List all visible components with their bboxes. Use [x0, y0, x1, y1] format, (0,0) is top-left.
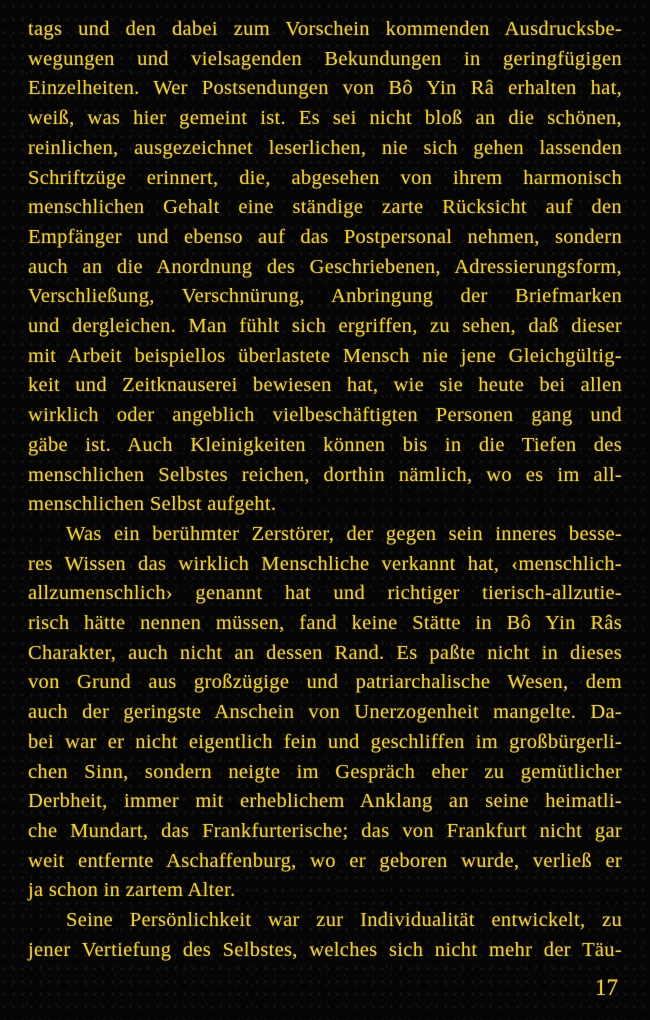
text-line: risch hätte nennen müssen, fand keine Stätte in Bô Yin Râs — [28, 612, 622, 635]
text-line: Was ein berühmter Zerstörer, der gegen sein inneres besse- — [66, 522, 622, 545]
text-line: menschlichen Selbstes reichen, dorthin nämlich, wo es im all- — [28, 463, 622, 486]
text-line: tags und den dabei zum Vorschein kommenden Ausdrucksbe- — [28, 18, 622, 40]
text-line: Seine Persönlichkeit war zur Individualität entwickelt, zu — [66, 909, 622, 932]
text-line: wirklich oder angeblich vielbeschäftigten Personen gang und — [28, 404, 622, 427]
text-line: keit und Zeitknauserei bewiesen hat, wie sie heute bei allen — [28, 374, 622, 397]
text-line: weiß, was hier gemeint ist. Es sei nicht bloß an die schönen, — [28, 107, 622, 130]
text-line: auch an die Anordnung des Geschriebenen, Adressierungsform, — [28, 255, 622, 278]
text-line: von Grund aus großzügige und patriarchalische Wesen, dem — [28, 671, 622, 694]
text-line: Schriftzüge erinnert, die, abgesehen von ihrem harmonisch — [28, 166, 622, 189]
text-line: auch der geringste Anschein von Unerzogenheit mangelte. Da- — [28, 701, 622, 724]
text-line: menschlichen Gehalt eine ständige zarte Rücksicht auf den — [28, 196, 622, 219]
text-line: Einzelheiten. Wer Postsendungen von Bô Yin Râ erhalten hat, — [28, 77, 622, 100]
text-line: allzumenschlich› genannt hat und richtiger tierisch-allzutie- — [28, 582, 622, 605]
text-line: chen Sinn, sondern neigte im Gespräch eher zu gemütlicher — [28, 760, 622, 783]
text-line: gäbe ist. Auch Kleinigkeiten können bis in die Tiefen des — [28, 433, 622, 456]
text-line: menschlichen Selbst aufgeht. — [28, 493, 277, 516]
text-line: reinlichen, ausgezeichnet leserlichen, nie sich gehen lassenden — [28, 136, 622, 159]
text-line: weit entfernte Aschaffenburg, wo er geboren wurde, verließ er — [28, 849, 622, 872]
text-line: Empfänger und ebenso auf das Postpersonal nehmen, sondern — [28, 225, 622, 248]
page-number: 17 — [595, 975, 618, 1000]
text-line: Charakter, auch nicht an dessen Rand. Es paßte nicht in dieses — [28, 641, 622, 664]
text-line: jener Vertiefung des Selbstes, welches sich nicht mehr der Täu- — [28, 938, 622, 961]
text-line: wegungen und vielsagenden Bekundungen in geringfügigen — [28, 47, 622, 70]
text-line: bei war er nicht eigentlich fein und geschliffen im großbürgerli- — [28, 730, 622, 753]
text-line: mit Arbeit beispiellos überlastete Mensch nie jene Gleichgültig- — [28, 344, 622, 367]
text-line: Verschließung, Verschnürung, Anbringung der Briefmarken — [28, 285, 622, 308]
text-line: ja schon in zartem Alter. — [28, 879, 236, 902]
page-text-block — [28, 15, 622, 966]
text-line: res Wissen das wirklich Menschliche verkannt hat, ‹menschlich- — [28, 552, 622, 575]
text-line: Derbheit, immer mit erheblichem Anklang an seine heimatli- — [28, 790, 622, 813]
text-line: und dergleichen. Man fühlt sich ergriffen, zu sehen, daß dieser — [28, 315, 622, 338]
text-line: che Mundart, das Frankfurterische; das von Frankfurt nicht gar — [28, 819, 622, 842]
